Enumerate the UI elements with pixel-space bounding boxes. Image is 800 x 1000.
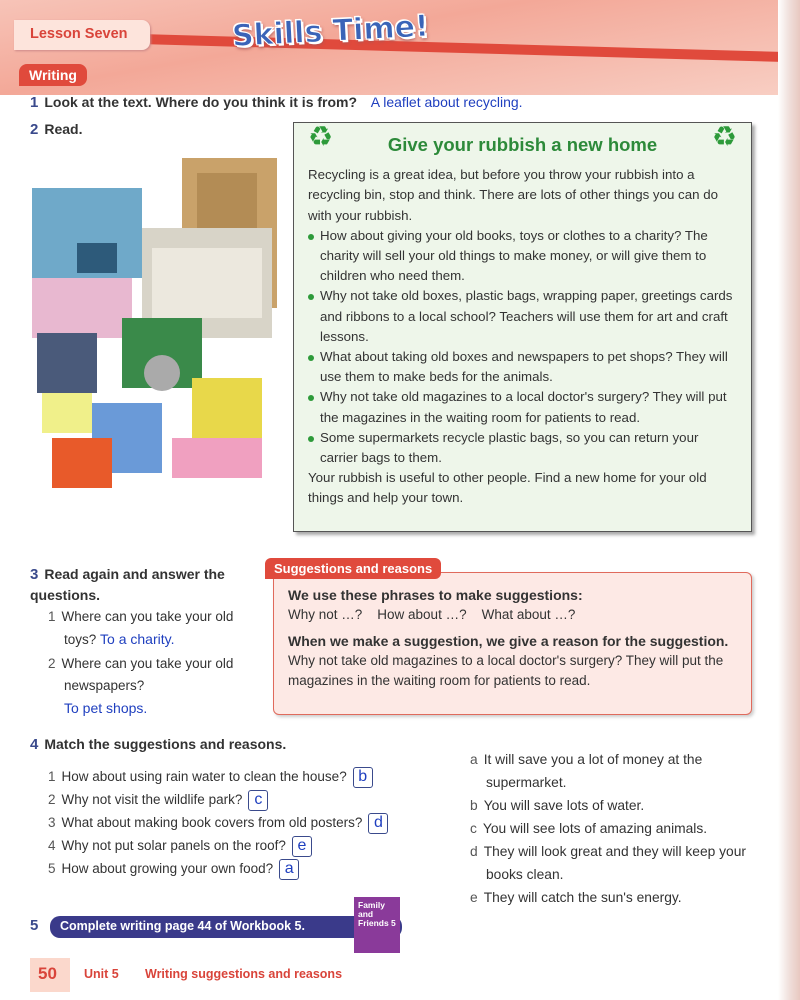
question-3-item: 2 Where can you take your old newspapers? To pet shops. xyxy=(48,656,234,716)
recycling-leaflet xyxy=(293,122,752,532)
answer: To a charity. xyxy=(100,631,175,647)
answer: To pet shops. xyxy=(64,700,148,716)
reason: e They will catch the sun's energy. xyxy=(470,890,682,905)
question-1: 1 Look at the text. Where do you think it is from? A leaflet about recycling. xyxy=(30,94,523,111)
suggestions-box: We use these phrases to make suggestions: Why not …? How about …? What about …? When we make a suggestion, we give a reason for the suggestion. Why not take old magazines to a local doctor's surgery? They will put the magazines in the waiting room for patients to read. xyxy=(273,572,752,715)
recycling-items-photo xyxy=(22,148,290,503)
reasons-list xyxy=(470,748,755,909)
leaflet-title: Give your rubbish a new home xyxy=(387,134,658,155)
leaflet-bullet: Why not take old boxes, plastic bags, wrapping paper, greetings cards and ribbons to a local school? Teachers will use them for art and craft lessons. xyxy=(308,286,737,347)
leaflet-bullet: What about taking old boxes and newspapers to pet shops? They will use them to make beds for the animals. xyxy=(308,347,737,387)
reason: b You will save lots of water. xyxy=(470,798,645,813)
match-item: 5 How about growing your own food? a xyxy=(48,857,388,880)
leaflet-bullet: How about giving your old books, toys or clothes to a charity? The charity will sell your old things to make money, or will give them to children who need them. xyxy=(308,226,737,287)
leaflet-bullet: Some supermarkets recycle plastic bags, so you can return your carrier bags to them. xyxy=(308,428,737,468)
leaflet-bullet: Why not take old magazines to a local doctor's surgery? They will put the magazines in the waiting room for patients to read. xyxy=(308,387,737,427)
question-3-item: 1 Where can you take your old toys? To a charity. xyxy=(48,609,234,647)
leaflet-intro: Recycling is a great idea, but before you throw your rubbish into a recycling bin, stop and think. There are lots of other things you can do with your rubbish. xyxy=(308,167,718,223)
match-item: 1 How about using rain water to clean the house? b xyxy=(48,765,388,788)
section-label: Writing xyxy=(19,64,87,86)
match-item: 3 What about making book covers from old posters? d xyxy=(48,811,388,834)
answer-box[interactable]: a xyxy=(279,859,299,880)
leaflet-outro: Your rubbish is useful to other people. Find a new home for your old things and help your town. xyxy=(308,470,707,506)
page-number: 50 xyxy=(30,958,70,992)
question-3: 3 Read again and answer the questions. xyxy=(30,566,225,603)
page-title: Skills Time! xyxy=(231,8,430,55)
answer-box[interactable]: d xyxy=(368,813,388,834)
suggestions-tab: Suggestions and reasons xyxy=(265,558,441,579)
question-4-items xyxy=(48,765,388,880)
reason: d They will look great and they will keep your books clean. xyxy=(470,844,746,882)
leaflet-bullets xyxy=(308,226,737,468)
recycle-icon: ♻ xyxy=(711,121,737,152)
footer-unit: Unit 5 xyxy=(84,967,119,981)
match-item: 2 Why not visit the wildlife park? c xyxy=(48,788,388,811)
workbook-cover: Family and Friends 5 xyxy=(354,897,400,953)
reason: c You will see lots of amazing animals. xyxy=(470,821,708,836)
workbook-task: Complete writing page 44 of Workbook 5. xyxy=(50,916,402,938)
question-5-number: 5 xyxy=(30,917,39,934)
match-item: 4 Why not put solar panels on the roof? e xyxy=(48,834,388,857)
lesson-label: Lesson Seven xyxy=(14,20,150,50)
answer-1: A leaflet about recycling. xyxy=(370,94,523,110)
question-4: 4 Match the suggestions and reasons. xyxy=(30,736,287,753)
book-spine xyxy=(778,0,800,1000)
recycle-icon: ♻ xyxy=(308,121,334,152)
reason: a It will save you a lot of money at the supermarket. xyxy=(470,752,703,790)
answer-box[interactable]: b xyxy=(353,767,373,788)
answer-box[interactable]: c xyxy=(248,790,268,811)
question-3-items xyxy=(48,606,253,720)
question-2: 2 Read. xyxy=(30,121,83,138)
footer-topic: Writing suggestions and reasons xyxy=(145,967,343,981)
answer-box[interactable]: e xyxy=(292,836,312,857)
